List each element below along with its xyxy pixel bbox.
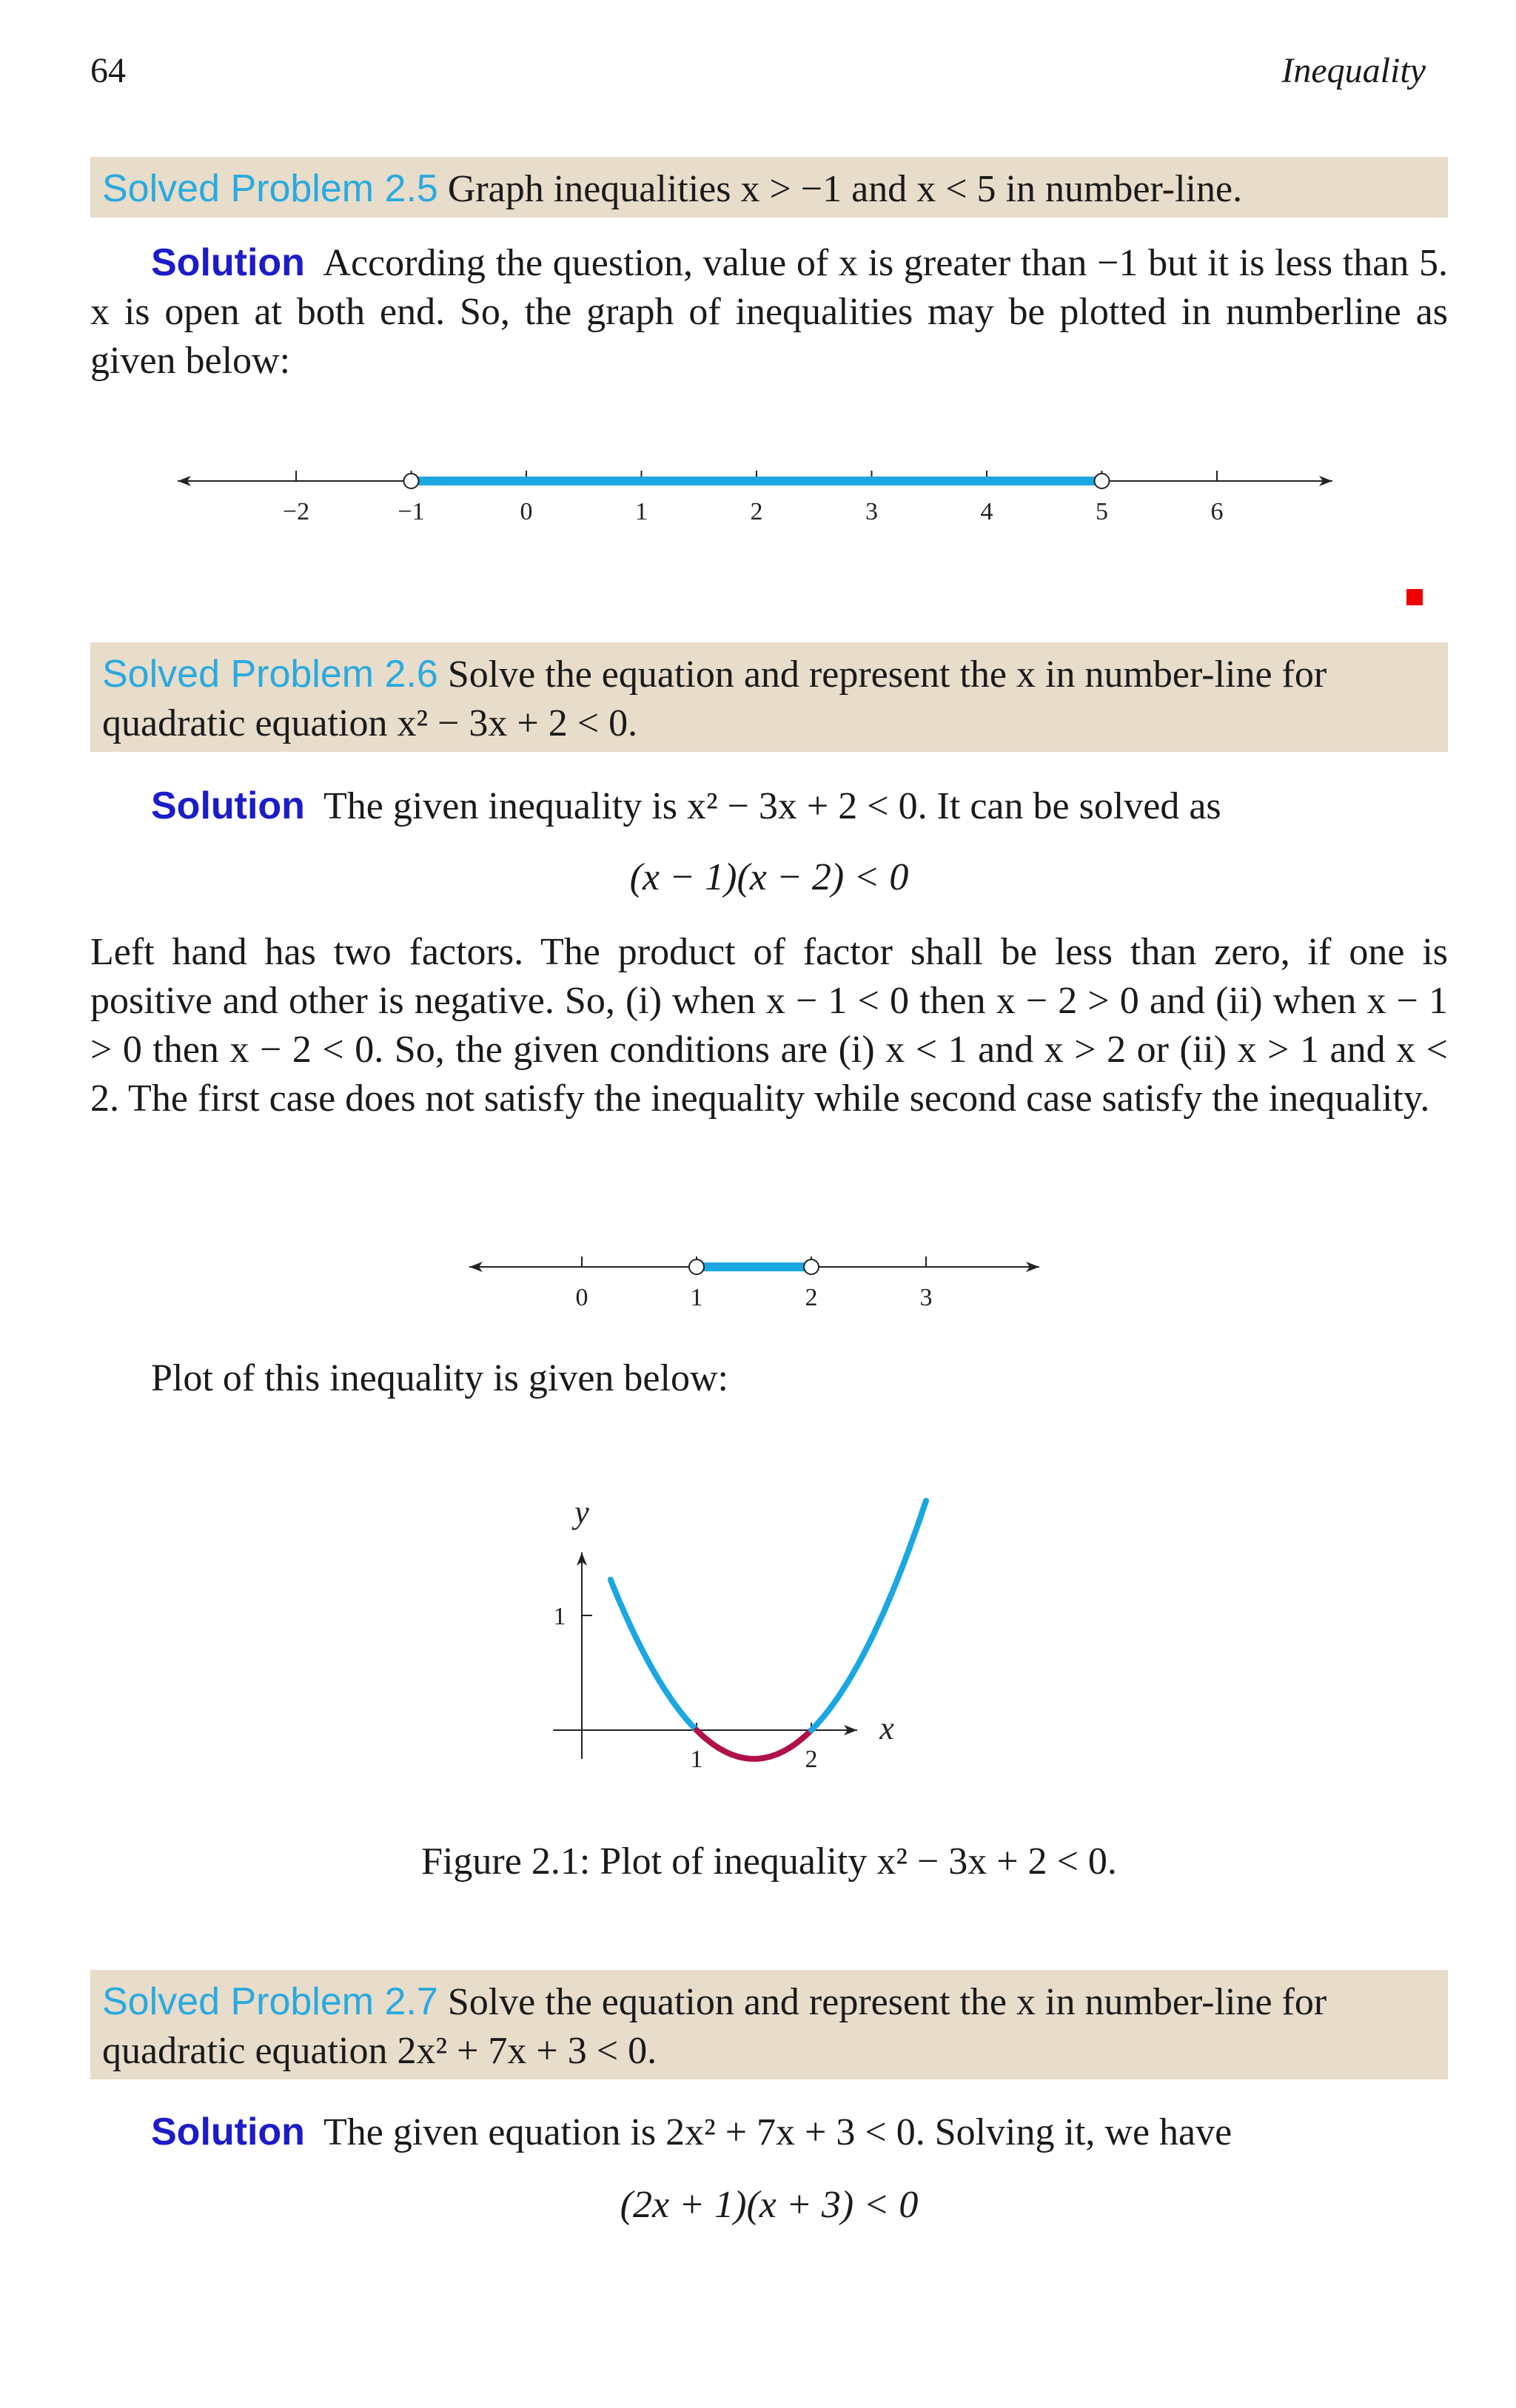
tick-label: 3 <box>865 498 878 525</box>
plot-intro: Plot of this inequality is given below: <box>151 1357 728 1399</box>
problem-statement: Solve the equation and represent the x in number-line for quadratic equation 2x² + 7x + 3 < 0. <box>102 1981 1327 2072</box>
problem-statement: Graph inequalities x > −1 and x < 5 in number-line. <box>447 168 1243 210</box>
factored-equation-2-6: (x − 1)(x − 2) < 0 <box>629 856 909 898</box>
page-header <box>90 50 1426 95</box>
tick-label: −2 <box>282 498 310 525</box>
qed-square <box>1406 589 1423 605</box>
open-endpoint <box>689 1260 704 1274</box>
problem-label: Solved Problem 2.6 <box>102 653 438 696</box>
x-tick-label: 1 <box>690 1746 703 1773</box>
solution-label: Solution <box>151 784 305 827</box>
y-axis-label: y <box>574 1493 589 1530</box>
number-line-2 <box>462 1237 1054 1326</box>
open-endpoint <box>404 474 419 488</box>
tick-label: 0 <box>520 498 533 525</box>
curve-segment-1 <box>611 1580 697 1730</box>
solution-text: The given equation is 2x² + 7x + 3 < 0. Solving it, we have <box>323 2111 1232 2153</box>
tick-label: 1 <box>635 498 648 525</box>
number-line-1 <box>178 451 1362 540</box>
problem-2-7-box <box>90 1970 1448 2079</box>
solution-label: Solution <box>151 2111 305 2153</box>
running-title: Inequality <box>1281 51 1426 90</box>
problem-label: Solved Problem 2.7 <box>102 1980 438 2023</box>
problem-2-5-box <box>90 157 1448 218</box>
page-number: 64 <box>90 51 126 90</box>
x-tick-label: 2 <box>805 1746 818 1773</box>
figure-caption: Figure 2.1: Plot of inequality x² − 3x + 2 < 0. <box>421 1840 1117 1883</box>
problem-statement: Solve the equation and represent the x in number-line for quadratic equation x² − 3x + 2 < 0. <box>102 653 1327 744</box>
solution-text: According the question, value of x is greater than −1 but it is less than 5. x is open at both end. So, the graph of inequalities may be plotted in numberline as given below: <box>90 242 1448 382</box>
curve-segment-2 <box>697 1730 811 1759</box>
tick-label: 4 <box>980 498 993 525</box>
tick-label: 1 <box>690 1284 703 1311</box>
solution-text: The given inequality is x² − 3x + 2 < 0. It can be solved as <box>323 785 1221 827</box>
solution-2-6-explanation: Left hand has two factors. The product of factor shall be less than zero, if one is positive and other is negative. So, (i) when x − 1 < 0 then x − 2 > 0 and (ii) when x − 1 > 0 then x − 2 < 0. So, the given conditions are (i) x < 1 and x > 2 or (ii) x > 1 and x < 2. The first case does not satisfy the inequality while second case satisfy the inequality. <box>90 931 1448 1120</box>
tick-label: 6 <box>1210 498 1224 525</box>
tick-label: −1 <box>398 498 425 525</box>
solution-2-7-intro <box>90 2108 1448 2157</box>
solution-label: Solution <box>151 241 305 284</box>
solution-2-5 <box>90 238 1448 386</box>
y-tick-label: 1 <box>553 1603 566 1630</box>
open-endpoint <box>804 1260 819 1274</box>
problem-2-6-box <box>90 642 1448 752</box>
x-axis-label: x <box>879 1710 894 1746</box>
tick-label: 5 <box>1096 498 1108 525</box>
tick-label: 2 <box>750 498 763 525</box>
curve-segment-3 <box>811 1501 926 1730</box>
tick-label: 2 <box>805 1284 818 1311</box>
tick-label: 3 <box>919 1284 933 1311</box>
tick-label: 0 <box>575 1284 588 1311</box>
solution-2-6-intro <box>90 781 1448 831</box>
factored-equation-2-7: (2x + 1)(x + 3) < 0 <box>620 2184 919 2226</box>
inequality-plot <box>503 1436 1022 1820</box>
problem-label: Solved Problem 2.5 <box>102 167 438 210</box>
open-endpoint <box>1095 474 1110 488</box>
